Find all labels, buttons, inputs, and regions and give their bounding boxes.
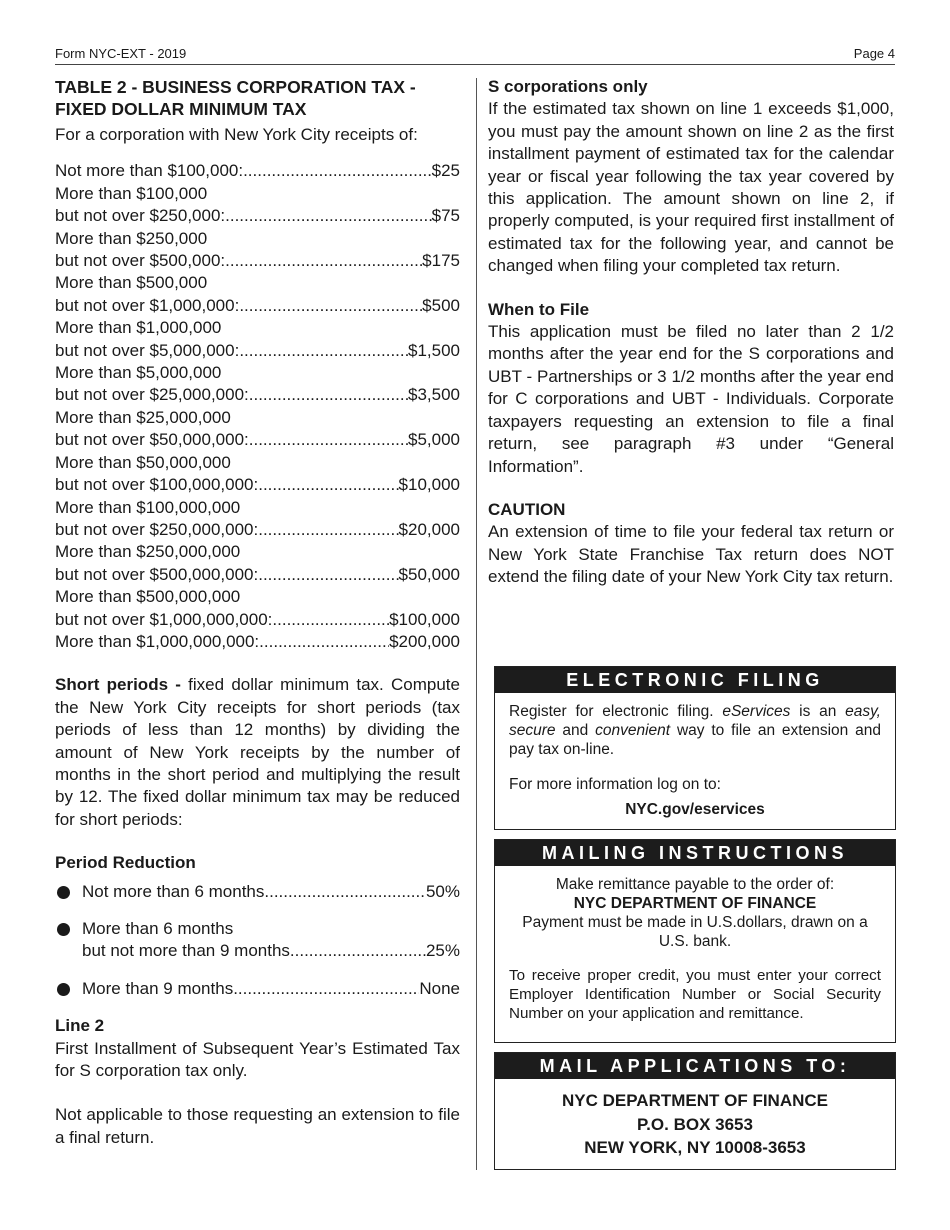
period-reduction-list [55, 881, 460, 1001]
when-to-file-text: This application must be filed no later than 2 1/2 months after the year end for the S corporations and UBT - Partnerships or 3 1/2 months after the year end for C corporations and UBT - Individuals. Corporate taxpayers requesting an extension to file a final return, see paragraph #3 under “General Information”. [488, 322, 894, 476]
table2-intro: For a corporation with New York City receipts of: [55, 125, 418, 144]
short-periods-paragraph [55, 674, 460, 831]
table2-row-value: $75 [431, 206, 460, 226]
period-reduction-range: More than 6 months [82, 919, 234, 938]
period-reduction-row-label: but not more than 9 months [82, 941, 290, 961]
table2-row [55, 384, 460, 406]
bullet-icon [57, 923, 70, 936]
table2-row-value: $175 [422, 251, 460, 271]
page-header [55, 46, 895, 65]
period-reduction-item [55, 918, 460, 963]
mail-applications-box [494, 1052, 896, 1170]
mail-to-po-box: P.O. BOX 3653 [637, 1114, 753, 1134]
table2-row-label: but not over $5,000,000: [55, 340, 240, 360]
table2-row [55, 609, 460, 631]
table2-row-label: but not over $250,000: [55, 206, 226, 226]
dot-leader [258, 519, 398, 541]
bullet-icon [57, 886, 70, 899]
table2-row-value: $5,000 [408, 430, 460, 450]
table2-row [55, 519, 460, 541]
line2-p1: First Installment of Subsequent Year’s Estimated Tax for S corporation tax only. [55, 1038, 460, 1081]
table2-row-value: $200,000 [389, 631, 460, 651]
table2-row [55, 160, 460, 182]
mail-applications-title: MAIL APPLICATIONS TO: [495, 1053, 895, 1079]
mail-to-department: NYC DEPARTMENT OF FINANCE [561, 1091, 828, 1110]
table2-row-label: but not over $500,000,000: [55, 564, 259, 584]
table2-rows [55, 160, 460, 653]
period-reduction-item [55, 978, 460, 1000]
period-reduction-row [82, 940, 460, 962]
line2-p2: Not applicable to those requesting an extension to file a final return. [55, 1105, 460, 1147]
period-reduction-row-value: 25% [425, 941, 460, 961]
table2-row-label: More than $1,000,000,000: [55, 631, 260, 651]
dot-leader [233, 978, 419, 1000]
table2-row-label: but not over $100,000,000: [55, 475, 259, 495]
table2-row [55, 474, 460, 496]
s-corp-text: If the estimated tax shown on line 1 exceeds $1,000, you must pay the amount shown on line 2 as the first installment payment of estimated tax for the calendar year or fiscal year following the tax year covered by this application. The amount shown on line 2, if properly computed, is your required first installment of estimated tax for the following year, and cannot be changed when filing your completed tax return. [488, 99, 894, 276]
table2-row-range: More than $250,000,000 [55, 542, 241, 562]
mailing-instructions-box [494, 839, 896, 1043]
table2-row-value: $1,500 [408, 340, 460, 360]
table2-row-value: $500 [422, 295, 460, 315]
right-column [488, 76, 894, 589]
period-reduction-row [82, 978, 460, 1000]
s-corp-title: S corporations only [488, 77, 648, 96]
table2-row-label: but not over $250,000,000: [55, 519, 259, 539]
table2-row-label: but not over $50,000,000: [55, 430, 249, 450]
dot-leader [225, 250, 422, 272]
table2-row-value: $10,000 [398, 475, 460, 495]
table2-row-value: $25 [431, 161, 460, 181]
short-periods-label: Short periods - [55, 675, 181, 695]
period-reduction-row-value: None [419, 978, 460, 998]
page-number: Page 4 [853, 46, 895, 61]
mailing-currency-note: Payment must be made in U.S.dollars, drawn on a U.S. bank. [522, 914, 868, 950]
electronic-filing-info: For more information log on to: [509, 776, 721, 793]
column-divider [476, 78, 477, 1170]
table2-row-label: Not more than $100,000: [55, 161, 244, 181]
table2-row-label: but not over $25,000,000: [55, 385, 249, 405]
table2-row-range: More than $50,000,000 [55, 452, 231, 472]
table2-row-range: More than $5,000,000 [55, 363, 222, 383]
mailing-credit-note: To receive proper credit, you must enter your correct Employer Identification Number or Social Security Number on your application and remittance. [509, 967, 881, 1022]
dot-leader [290, 940, 426, 962]
table2-row-range: More than $250,000 [55, 228, 208, 248]
electronic-filing-title: ELECTRONIC FILING [495, 667, 895, 693]
table2-row-range: More than $25,000,000 [55, 407, 231, 427]
table2-title: TABLE 2 - BUSINESS CORPORATION TAX - FIXED DOLLAR MINIMUM TAX [55, 77, 416, 119]
table2-row-range: More than $500,000,000 [55, 587, 241, 607]
dot-leader [258, 474, 398, 496]
mail-to-city: NEW YORK, NY 10008-3653 [584, 1138, 806, 1157]
table2-row [55, 631, 460, 653]
period-reduction-row-label: More than 9 months [82, 978, 234, 998]
table2-row-label: but not over $1,000,000,000: [55, 609, 273, 629]
table2-row-label: but not over $1,000,000: [55, 295, 240, 315]
table2-row-label: but not over $500,000: [55, 251, 226, 271]
caution-text: An extension of time to file your federal tax return or New York State Franchise Tax return does NOT extend the filing date of your New York City tax return. [488, 522, 894, 587]
line2-title: Line 2 [55, 1016, 105, 1036]
caution-title: CAUTION [488, 499, 566, 519]
table2-row-range: More than $100,000,000 [55, 497, 241, 517]
table2-row-value: $100,000 [389, 609, 460, 629]
when-to-file-title: When to File [488, 299, 590, 319]
table2-row-range: More than $500,000 [55, 273, 208, 293]
table2-row [55, 564, 460, 586]
dot-leader [249, 429, 408, 451]
period-reduction-title: Period Reduction [55, 853, 196, 873]
period-reduction-row [82, 881, 460, 903]
dot-leader [272, 609, 389, 631]
dot-leader [259, 631, 389, 653]
electronic-filing-box [494, 666, 896, 830]
dot-leader [243, 160, 432, 182]
table2-row-value: $50,000 [398, 564, 460, 584]
table2-row-range: More than $100,000 [55, 183, 208, 203]
form-id: Form NYC-EXT - 2019 [55, 46, 187, 61]
short-periods-text: fixed dollar minimum tax. Compute the New York City receipts for short periods (tax periods of less than 12 months) by dividing the amount of New York receipts by the number of months in the short period and multiplying the result by 12. The fixed dollar minimum tax may be reduced for short periods: [55, 675, 460, 829]
dot-leader [225, 205, 431, 227]
dot-leader [239, 295, 422, 317]
bullet-icon [57, 983, 70, 996]
mailing-payee: NYC DEPARTMENT OF FINANCE [573, 895, 817, 912]
left-column [55, 76, 460, 1149]
dot-leader [264, 881, 426, 903]
dot-leader [239, 340, 408, 362]
electronic-filing-text: Register for electronic filing. eServices is an easy, secure and convenient way to file an extension and pay tax on-line. [509, 703, 881, 758]
dot-leader [258, 564, 398, 586]
period-reduction-row-label: Not more than 6 months [82, 881, 265, 901]
table2-row [55, 250, 460, 272]
table2-row-range: More than $1,000,000 [55, 318, 222, 338]
period-reduction-item [55, 881, 460, 903]
period-reduction-row-value: 50% [425, 881, 460, 901]
table2-row [55, 295, 460, 317]
table2-row [55, 205, 460, 227]
eservices-link[interactable]: NYC.gov/eservices [625, 801, 765, 818]
table2-row [55, 429, 460, 451]
mailing-payable-line: Make remittance payable to the order of: [555, 876, 835, 893]
table2-row-value: $20,000 [398, 519, 460, 539]
table2-row-value: $3,500 [408, 385, 460, 405]
mailing-instructions-title: MAILING INSTRUCTIONS [495, 840, 895, 866]
dot-leader [249, 384, 408, 406]
table2-row [55, 340, 460, 362]
